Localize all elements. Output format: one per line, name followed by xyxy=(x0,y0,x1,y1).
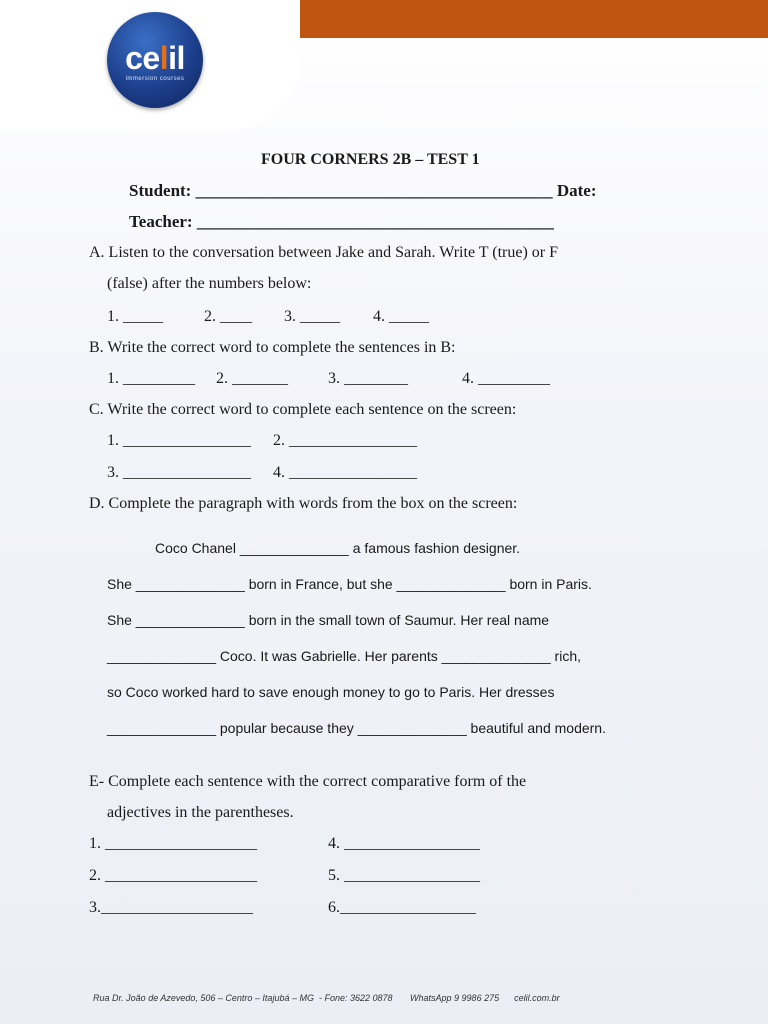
section-e-answer-6: 6._________________ xyxy=(328,899,476,916)
section-a-instruction-1: A. Listen to the conversation between Jake and Sarah. Write T (true) or F xyxy=(89,244,558,261)
section-e-answer-4: 4. _________________ xyxy=(328,835,480,852)
section-b-answer-1: 1. _________ xyxy=(107,370,195,387)
student-date-line: Student: __________________________________________ Date: xyxy=(129,181,597,200)
section-c-answer-1: 1. ________________ xyxy=(107,432,251,449)
section-b-instruction: B. Write the correct word to complete the sentences in B: xyxy=(89,339,456,356)
logo-subtitle: immersion courses xyxy=(125,76,185,82)
section-e-answer-5: 5. _________________ xyxy=(328,867,480,884)
section-e-instruction-2: adjectives in the parentheses. xyxy=(107,804,294,821)
section-a-answer-2: 2. ____ xyxy=(204,308,252,325)
section-c-answer-4: 4. ________________ xyxy=(273,464,417,481)
paragraph-line-2: She ______________ born in France, but she ______________ born in Paris. xyxy=(107,576,592,592)
paragraph-line-3: She ______________ born in the small town of Saumur. Her real name xyxy=(107,612,550,628)
test-title: FOUR CORNERS 2B – TEST 1 xyxy=(261,151,480,168)
section-a-answer-1: 1. _____ xyxy=(107,308,163,325)
section-a-answer-4: 4. _____ xyxy=(373,308,429,325)
section-b-answer-2: 2. _______ xyxy=(216,370,288,387)
logo-wordmark: celil xyxy=(125,40,185,76)
section-b-answer-3: 3. ________ xyxy=(328,370,408,387)
paragraph-line-5: so Coco worked hard to save enough money to go to Paris. Her dresses xyxy=(107,684,555,700)
section-c-answer-3: 3. ________________ xyxy=(107,464,251,481)
section-e-instruction-1: E- Complete each sentence with the correct comparative form of the xyxy=(89,773,527,790)
celil-logo xyxy=(107,12,203,108)
paragraph-line-1: Coco Chanel ______________ a famous fashion designer. xyxy=(155,540,521,556)
section-c-answer-2: 2. ________________ xyxy=(273,432,417,449)
teacher-line: Teacher: __________________________________________ xyxy=(129,212,554,231)
footer-contact: Rua Dr. João de Azevedo, 506 – Centro – Itajubá – MG - Fone: 3622 0878 WhatsApp 9 9986 275 celil.com.br xyxy=(93,993,560,1003)
section-a-answer-3: 3. _____ xyxy=(284,308,340,325)
paragraph-line-6: ______________ popular because they ______________ beautiful and modern. xyxy=(107,720,606,736)
header-bar xyxy=(228,0,768,38)
section-e-answer-1: 1. ___________________ xyxy=(89,835,257,852)
section-e-answer-2: 2. ___________________ xyxy=(89,867,257,884)
section-a-instruction-2: (false) after the numbers below: xyxy=(107,275,312,292)
section-e-answer-3: 3.___________________ xyxy=(89,899,253,916)
section-d-instruction: D. Complete the paragraph with words from the box on the screen: xyxy=(89,495,518,512)
section-b-answer-4: 4. _________ xyxy=(462,370,550,387)
section-c-instruction: C. Write the correct word to complete each sentence on the screen: xyxy=(89,401,517,418)
paragraph-line-4: ______________ Coco. It was Gabrielle. Her parents ______________ rich, xyxy=(107,648,581,664)
